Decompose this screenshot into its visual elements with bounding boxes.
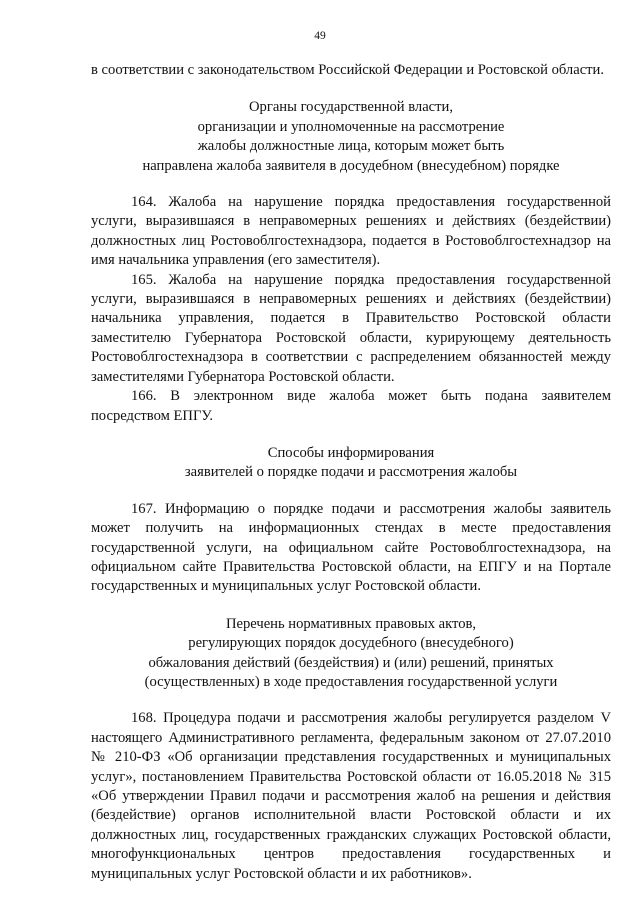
paragraph-165: 165. Жалоба на нарушение порядка предоставления государственной услуги, выразившаяся в неправомерных решениях и действиях (бездействии) начальника управления, подается в Правительство Ростовской области заместителю Губернатора Ростовской области, курирующему деятельность Ростовоблгостехнадзора в соответствии с распределением обязанностей между заместителями Губернатора Ростовской области.: [91, 271, 611, 385]
page-number: 49: [314, 30, 326, 42]
heading-line: Органы государственной власти,: [249, 99, 453, 116]
heading-line: Перечень нормативных правовых актов,: [225, 615, 477, 632]
document-body: [91, 61, 611, 884]
heading-line: (осуществленных) в ходе предоставления государственной услуги: [144, 673, 558, 690]
paragraph-164: 164. Жалоба на нарушение порядка предоставления государственной услуги, выразившаяся в неправомерных решениях и действиях (бездействии) должностных лиц Ростовоблгостехнадзора, подается в Ростовоблгостехнадзор на имя начальника управления (его заместителя).: [91, 194, 611, 269]
section-heading-informing-methods: [91, 444, 611, 483]
section-heading-complaint-bodies: [91, 98, 611, 176]
intro-paragraph: в соответствии с законодательством Российской Федерации и Ростовской области.: [91, 62, 605, 78]
heading-line: направлена жалоба заявителя в досудебном (внесудебном) порядке: [142, 157, 560, 174]
paragraph-167: 167. Информацию о порядке подачи и рассмотрения жалобы заявитель может получить на информационных стендах в месте предоставления государственной услуги, на официальном сайте Ростовоблгостехнадзора, на официальном сайте Правительства Ростовской области, на ЕПГУ и на Портале государственных и муниципальных услуг Ростовской области.: [91, 500, 611, 595]
heading-line: заявителей о порядке подачи и рассмотрения жалобы: [184, 464, 518, 481]
heading-line: жалобы должностные лица, которым может быть: [197, 138, 505, 155]
heading-line: регулирующих порядок досудебного (внесудебного): [188, 635, 514, 652]
paragraph-166: 166. В электронном виде жалоба может быть подана заявителем посредством ЕПГУ.: [91, 388, 611, 424]
heading-line: организации и уполномоченные на рассмотрение: [197, 118, 505, 135]
heading-line: обжалования действий (бездействия) и (или) решений, принятых: [148, 654, 554, 671]
heading-line: Способы информирования: [267, 444, 435, 461]
paragraph-168: 168. Процедура подачи и рассмотрения жалобы регулируется разделом V настоящего Административного регламента, федеральным законом от 27.07.2010 № 210-ФЗ «Об организации представления государственных и муниципальных услуг», постановлением Правительства Ростовской области от 16.05.2018 № 315 «Об утверждении Правил подачи и рассмотрения жалоб на решения и действия (бездействие) органов исполнительной власти Ростовской области и их должностных лиц, государственных гражданских служащих Ростовской области, многофункциональных центров предоставления государственных и муниципальных услуг Ростовской области и их работников».: [91, 710, 611, 882]
section-heading-legal-acts: [91, 615, 611, 693]
